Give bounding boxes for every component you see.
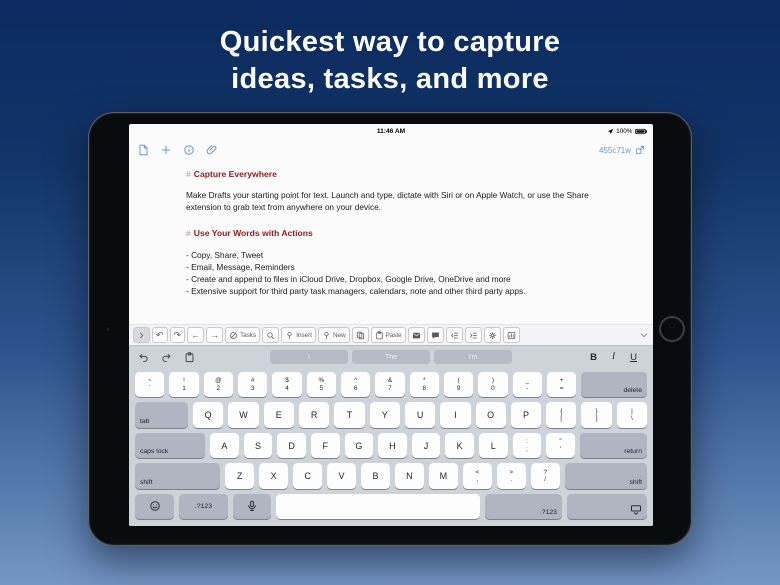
editor-list-line: - Create and append to files in iCloud Drive, Dropbox, Google Drive, OneDrive and more: [186, 273, 511, 284]
button-label: New: [332, 331, 346, 339]
indent-button[interactable]: [465, 327, 482, 343]
headline-line2: ideas, tasks, and more: [231, 63, 549, 95]
plus-icon[interactable]: [160, 144, 172, 156]
front-camera-dot: [105, 326, 111, 332]
ipad-screen: [129, 124, 653, 526]
main-symbol: 0: [491, 384, 495, 392]
shift-symbol: >: [509, 468, 514, 476]
key-return[interactable]: [580, 433, 647, 458]
undo-button[interactable]: [152, 327, 168, 343]
key-symbol[interactable]: [497, 463, 526, 488]
main-symbol: 3: [250, 384, 255, 392]
key-d[interactable]: [277, 433, 306, 458]
open-in-icon[interactable]: [635, 145, 645, 155]
stats-icon: [507, 331, 516, 340]
key-q[interactable]: [193, 402, 223, 427]
paste-icon: [375, 331, 384, 340]
format-italic-button[interactable]: I: [611, 352, 616, 362]
home-button[interactable]: [659, 316, 685, 342]
shift-symbol: (: [457, 377, 460, 385]
key-symbol[interactable]: [547, 372, 576, 397]
button-label: Tasks: [240, 331, 257, 339]
main-symbol: 9: [456, 384, 461, 392]
pin-icon: [285, 331, 294, 340]
undo-arc-icon[interactable]: [138, 352, 149, 363]
main-symbol: /: [544, 475, 547, 483]
keyboard-row-1: [135, 372, 647, 397]
keyboard-row-2: [135, 402, 647, 427]
speech-button[interactable]: [427, 327, 444, 343]
key-o[interactable]: [476, 402, 506, 427]
key-letter: J: [423, 440, 429, 451]
shift-symbol: &: [387, 377, 393, 385]
key-f[interactable]: [311, 433, 340, 458]
key-label: tab: [140, 417, 150, 425]
main-symbol: .: [510, 475, 513, 483]
key-u[interactable]: [405, 402, 435, 427]
editor-heading: [186, 169, 615, 179]
key-123[interactable]: [179, 494, 227, 519]
main-symbol: 2: [216, 384, 221, 392]
heading-text: Use Your Words with Actions: [193, 227, 313, 238]
key-letter: G: [355, 440, 363, 451]
shift-symbol: :: [525, 438, 528, 446]
main-symbol: 4: [285, 384, 289, 392]
key-space[interactable]: [276, 494, 480, 519]
key-symbol[interactable]: [463, 463, 492, 488]
key-2[interactable]: [204, 372, 233, 397]
tasks-button[interactable]: [225, 327, 260, 343]
key-letter: Z: [236, 470, 243, 481]
key-letter: N: [406, 470, 413, 481]
key-letter: B: [372, 470, 379, 481]
format-underline-button[interactable]: U: [630, 351, 637, 363]
shift-symbol: ^: [354, 377, 358, 385]
key-letter: K: [456, 440, 463, 451]
key-letter: L: [490, 440, 496, 451]
onscreen-keyboard: [129, 368, 653, 526]
md-hash: #: [186, 227, 191, 238]
draft-id-link[interactable]: 455c71w: [598, 145, 631, 155]
editor-list-line: - Extensive support for third party task managers, calendars, note and other third party apps.: [186, 285, 526, 296]
shift-symbol: _: [525, 377, 530, 385]
key-symbol[interactable]: [513, 433, 542, 458]
key-symbol[interactable]: [135, 372, 164, 397]
outdent-button[interactable]: [446, 327, 463, 343]
status-bar: [129, 124, 653, 138]
key-a[interactable]: [210, 433, 239, 458]
app-toolbar: [129, 138, 653, 162]
toolbar-right: [599, 145, 645, 155]
key-letter: O: [487, 410, 495, 421]
task-circle-icon: [229, 331, 238, 340]
document-icon[interactable]: [137, 144, 149, 156]
key-letter: X: [270, 470, 277, 481]
key-c[interactable]: [293, 463, 322, 488]
key-letter: R: [310, 410, 318, 421]
status-right: [607, 124, 648, 138]
key-kbd-dismiss[interactable]: [567, 494, 647, 519]
key-w[interactable]: [228, 402, 258, 427]
editor-paragraph: Make Drafts your starting point for text. Launch and type, dictate with Siri or on Apple Watch, or use the Share extension to grab text from anywhere on your device.: [186, 190, 589, 212]
key-letter: W: [239, 410, 248, 421]
copy-icon: [356, 331, 365, 340]
keyboard-row-4: [135, 463, 647, 488]
envelope-icon: [412, 331, 421, 340]
key-letter: D: [288, 440, 295, 451]
shift-symbol: ): [491, 377, 495, 385]
location-arrow-icon: [607, 128, 614, 135]
key-label: delete: [623, 387, 642, 395]
key-x[interactable]: [259, 463, 288, 488]
key-z[interactable]: [225, 463, 254, 488]
key-l[interactable]: [479, 433, 508, 458]
key-mic[interactable]: [233, 494, 271, 519]
status-time: 11:46 AM: [376, 127, 406, 135]
key-shift[interactable]: [565, 463, 647, 488]
key-caps-lock[interactable]: [135, 433, 205, 458]
shift-symbol: {: [560, 407, 563, 415]
key-symbol[interactable]: [546, 433, 575, 458]
main-symbol: -: [526, 384, 529, 392]
main-symbol: [: [560, 415, 563, 423]
paste-button[interactable]: [371, 327, 406, 343]
key-label: caps lock: [140, 448, 169, 456]
key-t[interactable]: [334, 402, 364, 427]
redo-arc-icon[interactable]: [161, 352, 172, 363]
key-letter: I: [454, 410, 457, 421]
editor-list-line: - Email, Message, Reminders: [186, 261, 295, 272]
key-label: .?123: [194, 502, 212, 510]
key-h[interactable]: [378, 433, 407, 458]
chevron-right-icon: [137, 331, 146, 340]
shift-symbol: @: [215, 377, 222, 385]
key-shift[interactable]: [135, 463, 220, 488]
shift-symbol: <: [475, 468, 480, 476]
battery-icon: [635, 128, 648, 135]
key-letter: C: [304, 470, 311, 481]
main-symbol: 7: [388, 384, 392, 392]
search-button[interactable]: [262, 327, 279, 343]
key-label: shift: [629, 478, 642, 486]
envelope-button[interactable]: [408, 327, 425, 343]
suggestion-i-m[interactable]: I'm: [434, 350, 512, 364]
key-letter: P: [522, 410, 529, 421]
main-symbol: ;: [525, 445, 528, 453]
shortcut-left-icons: [138, 352, 195, 363]
undo-icon: ↶: [156, 329, 164, 340]
drafts-action-bar: [129, 324, 653, 346]
insert-button[interactable]: [281, 327, 316, 343]
key-tab[interactable]: [135, 402, 188, 427]
key-label: shift: [140, 478, 153, 486]
key-symbol[interactable]: [581, 402, 611, 427]
main-symbol: ]: [595, 415, 598, 423]
redo-button[interactable]: [170, 327, 186, 343]
key-3[interactable]: [238, 372, 267, 397]
chevron-right-button[interactable]: [133, 327, 150, 343]
key-i[interactable]: [440, 402, 470, 427]
emoji-icon: [149, 500, 161, 512]
gear-icon: [488, 331, 497, 340]
arrow-left-button[interactable]: [187, 327, 204, 343]
key-letter: Y: [381, 410, 388, 421]
key-v[interactable]: [327, 463, 356, 488]
clipboard-icon[interactable]: [184, 352, 195, 363]
key-n[interactable]: [395, 463, 424, 488]
key-symbol[interactable]: [546, 402, 576, 427]
main-symbol: ': [559, 445, 562, 453]
pin-icon: [322, 331, 331, 340]
shift-symbol: %: [318, 377, 325, 385]
headline: [0, 24, 780, 98]
key-8[interactable]: [410, 372, 439, 397]
keyboard-row-3: [135, 433, 647, 458]
shift-symbol: +: [559, 377, 564, 385]
gear-button[interactable]: [484, 327, 501, 343]
chevron-down-icon[interactable]: [639, 330, 649, 340]
key-letter: S: [254, 440, 261, 451]
format-buttons: [590, 352, 644, 363]
shift-symbol: *: [423, 377, 426, 385]
editor-list-line: - Copy, Share, Tweet: [186, 249, 264, 260]
key-letter: Q: [204, 410, 212, 421]
arrow-right-button[interactable]: [206, 327, 223, 343]
main-symbol: ,: [476, 475, 479, 483]
arrow-right-icon: →: [210, 329, 220, 340]
main-symbol: 5: [319, 384, 324, 392]
key-p[interactable]: [511, 402, 541, 427]
key-k[interactable]: [445, 433, 474, 458]
key-g[interactable]: [345, 433, 374, 458]
main-symbol: `: [148, 384, 151, 392]
editor-heading: [186, 228, 615, 238]
key-letter: A: [221, 440, 228, 451]
shift-symbol: }: [595, 407, 598, 415]
key-r[interactable]: [299, 402, 329, 427]
redo-icon: ↷: [173, 329, 182, 340]
heading-text: Capture Everywhere: [193, 169, 277, 179]
shift-symbol: |: [631, 407, 633, 415]
key-letter: U: [416, 410, 424, 421]
suggestion-the[interactable]: The: [352, 350, 430, 364]
key-letter: M: [439, 470, 448, 481]
speech-icon: [431, 331, 440, 340]
mic-icon: [246, 500, 258, 512]
predictive-suggestions: [270, 350, 512, 364]
key-letter: E: [275, 410, 282, 421]
battery-percent: 100%: [616, 127, 633, 135]
shift-symbol: $: [285, 377, 289, 385]
paperclip-icon[interactable]: [206, 144, 218, 156]
draft-editor[interactable]: [129, 162, 653, 324]
key-e[interactable]: [264, 402, 294, 427]
outdent-icon: [450, 331, 459, 340]
key-letter: T: [346, 410, 353, 421]
shift-symbol: !: [183, 377, 185, 385]
shift-symbol: ~: [147, 377, 152, 385]
quicktype-bar: [129, 346, 653, 368]
suggestion-i[interactable]: I: [270, 350, 348, 364]
key-symbol[interactable]: [531, 463, 560, 488]
key-label: .?123: [539, 509, 557, 517]
key-7[interactable]: [375, 372, 404, 397]
headline-line1: Quickest way to capture: [219, 26, 561, 58]
key-j[interactable]: [412, 433, 441, 458]
key-1[interactable]: [169, 372, 198, 397]
key-emoji[interactable]: [135, 494, 174, 519]
key-delete[interactable]: [581, 372, 647, 397]
key-4[interactable]: [272, 372, 301, 397]
key-letter: H: [389, 440, 396, 451]
main-symbol: 6: [353, 384, 358, 392]
key-123[interactable]: [485, 494, 562, 519]
key-b[interactable]: [361, 463, 390, 488]
button-label: Paste: [385, 331, 402, 339]
new-button[interactable]: [318, 327, 350, 343]
key-letter: V: [338, 470, 345, 481]
key-9[interactable]: [444, 372, 473, 397]
key-symbol[interactable]: [513, 372, 542, 397]
key-label: return: [624, 448, 642, 456]
search-icon: [266, 331, 275, 340]
copy-button[interactable]: [352, 327, 369, 343]
stats-button[interactable]: [503, 327, 520, 343]
main-symbol: =: [559, 384, 564, 392]
key-6[interactable]: [341, 372, 370, 397]
shift-symbol: #: [250, 377, 255, 385]
main-symbol: 8: [422, 384, 427, 392]
arrow-left-icon: ←: [191, 329, 201, 340]
keyboard-row-5: [135, 494, 647, 519]
key-symbol[interactable]: [617, 402, 647, 427]
toolbar-left-icons: [137, 144, 218, 156]
md-hash: #: [186, 169, 191, 179]
shift-symbol: ?: [543, 468, 547, 476]
main-symbol: \: [631, 415, 633, 423]
kbd-dismiss-icon: [630, 504, 642, 516]
info-icon[interactable]: [183, 144, 195, 156]
key-0[interactable]: [478, 372, 507, 397]
button-label: Insert: [296, 331, 312, 339]
key-letter: F: [322, 440, 328, 451]
main-symbol: 1: [182, 384, 186, 392]
format-bold-button[interactable]: B: [590, 351, 597, 363]
key-s[interactable]: [244, 433, 273, 458]
key-m[interactable]: [429, 463, 458, 488]
ipad-device: [88, 112, 692, 546]
key-5[interactable]: [307, 372, 336, 397]
indent-icon: [469, 331, 478, 340]
shift-symbol: ": [559, 438, 562, 446]
key-y[interactable]: [370, 402, 400, 427]
